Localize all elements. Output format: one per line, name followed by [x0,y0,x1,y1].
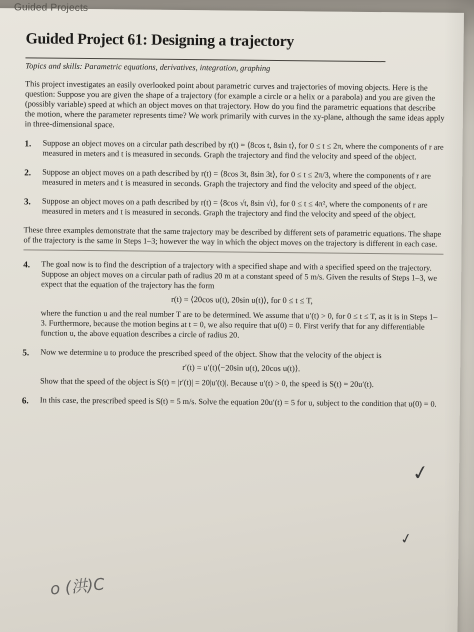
intro-paragraph: This project investigates an easily overlooked point about parametric curves and trajectories of moving objects. Here is the question: Suppose you are given the shape of a trajectory (for example a circle or a helix or a parabola) and you are given the (possibly variable) speed at which an object moves on that trajectory. How do you find the parametric equations that describe the motion, where the parameter represents time? We work primarily with curves in the xy-plane, although the same ideas apply in three-dimensional space. [24,79,445,130]
step-text-b: where the function u and the real number T are to be determined. We assume that u′(t) > 0, for 0 ≤ t ≤ T, as it is in Steps 1–3. Furthermore, because the motion begins at t = 0, we also require that u(0) = 0. First verify that for any differentiable function u, the above equation describes a circle of radius 20. [40,308,438,341]
step-1 [24,139,444,163]
step-5 [22,348,442,391]
step-number: 2. [24,167,32,178]
worksheet-content [22,30,446,410]
topics-line: Topics and skills: Parametric equations, derivatives, integration, graphing [25,57,385,74]
step-number: 5. [22,347,30,358]
step-text-a: The goal now is to find the description of a trajectory with a specified shape and with a specified speed on the trajectory. Suppose an object moves on a circular path of radius 20 m at a constant speed of 5 m/s. Given the results of Steps 1–3, we expect that the equation of the trajectory has the form [41,259,438,291]
step-text: In this case, the prescribed speed is S(t) = 5 m/s. Solve the equation 20u′(t) = 5 for u, subject to the condition that u(0) = 0. [39,395,437,410]
page-header-fragment: Guided Projects [13,2,89,14]
worksheet-page [0,2,464,632]
handwritten-scribble: o (洪)C [49,574,106,599]
step-text-b: Show that the speed of the object is S(t) = |r′(t)| = 20|u′(t)|. Because u′(t) > 0, the speed is S(t) = 20u′(t). [40,376,374,390]
step-number: 1. [24,138,32,149]
step-4 [23,260,444,343]
page-title: Guided Project 61: Designing a trajectory [25,30,295,51]
step-number: 6. [21,395,29,406]
step-6 [22,396,442,410]
handwritten-check-mark-1: ✓ [410,459,431,486]
step-text-a: Now we determine u to produce the prescribed speed of the object. Show that the velocity of the object is [40,347,382,361]
summary-paragraph: These three examples demonstrate that the same trajectory may be described by different sets of parametric equations. The shape of the trajectory is the same in Steps 1–3; however the way in which the object moves on the trajectory is different in each case. [23,225,442,250]
divider [23,250,443,255]
step-number: 3. [23,196,31,207]
step-text: Suppose an object moves on a circular path described by r(t) = ⟨8cos t, 8sin t⟩, for 0 ≤ t ≤ 2π, where the components of r are measured in meters and t is measured in seconds. Graph the trajectory and find the velocity and speed of the object. [42,138,444,162]
step-3 [24,197,444,221]
step-number: 4. [23,259,31,270]
velocity-equation: r′(t) = u′(t)⟨−20sin u(t), 20cos u(t)⟩. [182,363,301,374]
step-text: Suppose an object moves on a path described by r(t) = ⟨8cos √t, 8sin √t⟩, for 0 ≤ t ≤ 4π², where the components of r are measured in meters and t is measured in seconds. Graph the trajectory and find the velocity and speed of the object. [41,196,428,220]
trajectory-equation: r(t) = ⟨20cos u(t), 20sin u(t)⟩, for 0 ≤ t ≤ T, [171,295,313,306]
step-text: Suppose an object moves on a path described by r(t) = ⟨8cos 3t, 8sin 3t⟩, for 0 ≤ t ≤ 2π/3, where the components of r are measured in meters and t is measured in seconds. Graph the trajectory and find the velocity and speed of the object. [42,167,431,191]
step-2 [24,168,444,192]
handwritten-check-mark-2: ✓ [398,530,414,549]
